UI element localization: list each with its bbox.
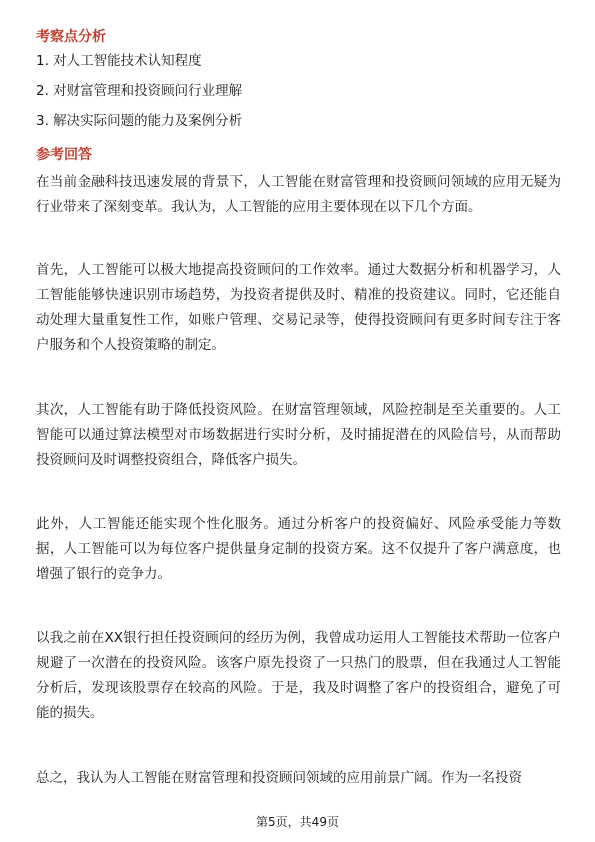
answer-paragraph-2: 首先，人工智能可以极大地提高投资顾问的工作效率。通过大数据分析和机器学习，人工智能能够快速识别市场趋势，为投资者提供及时、精准的投资建议。同时，它还能自动处理大量重复性工作，如账户管理、交易记录等，使得投资顾问有更多时间专注于客户服务和个人投资策略的制定。 [36,262,561,353]
answer-paragraph-4: 此外，人工智能还能实现个性化服务。通过分析客户的投资偏好、风险承受能力等数据，人工智能可以为每位客户提供量身定制的投资方案。这不仅提升了客户满意度，也增强了银行的竞争力。 [36,516,561,582]
page-number-footer: 第5页，共49页 [256,815,339,829]
answer-paragraph-1: 在当前金融科技迅速发展的背景下，人工智能在财富管理和投资顾问领域的应用无疑为行业带来了深刻变革。我认为，人工智能的应用主要体现在以下几个方面。 [36,174,561,215]
answer-paragraph-3: 其次，人工智能有助于降低投资风险。在财富管理领域，风险控制是至关重要的。人工智能可以通过算法模型对市场数据进行实时分析，及时捕捉潜在的风险信号，从而帮助投资顾问及时调整投资组合，降低客户损失。 [36,402,561,468]
analysis-point-2: 2. 对财富管理和投资顾问行业理解 [36,83,243,99]
analysis-point-3: 3. 解决实际问题的能力及案例分析 [36,113,243,129]
answer-paragraph-5: 以我之前在XX银行担任投资顾问的经历为例，我曾成功运用人工智能技术帮助一位客户规避了一次潜在的投资风险。该客户原先投资了一只热门的股票，但在我通过人工智能分析后，发现该股票存在较高的风险。于是，我及时调整了客户的投资组合，避免了可能的损失。 [36,630,561,721]
analysis-section-title: 考察点分析 [36,29,106,45]
answer-section-title: 参考回答 [36,147,92,163]
analysis-point-1: 1. 对人工智能技术认知程度 [36,53,202,69]
answer-paragraph-6: 总之，我认为人工智能在财富管理和投资顾问领域的应用前景广阔。作为一名投资 [36,770,522,786]
